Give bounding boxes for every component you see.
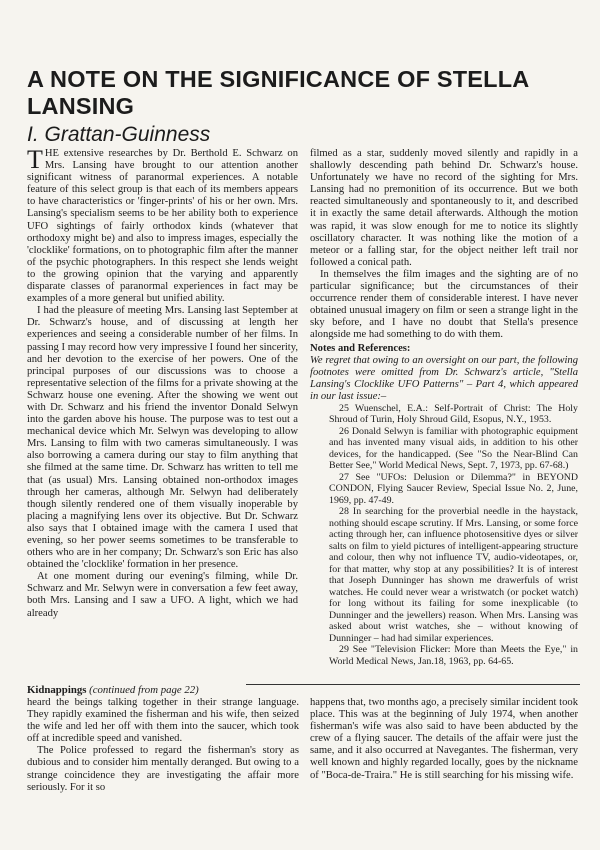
note-item: 25 Wuenschel, E.A.: Self-Portrait of Christ: The Holy Shroud of Turin, Holy Shroud Gild, Esopus, N.Y., 1953. [329,402,578,426]
body-paragraph: In themselves the film images and the sighting are of no particular significance; but the circumstances of their occurrence render them of considerable interest. I have never obtained unusual imagery on film or seen a strange light in the sky before, and I have no doubt that Stella's presence alongside me had something to do with them. [310,268,578,341]
left-column [27,145,298,620]
continuation-paragraph: The Police professed to regard the fisherman's story as dubious and to consider him mentally deranged. But owing to a strange coincidence they are investigating the affair more seriously. For it so [27,745,299,793]
right-column [310,148,578,667]
continuation-paragraph: heard the beings talking together in their strange language. They rapidly examined the fisherman and his wife, then seized the wife and led her off with them into the saucer, which took off at incredible speed and vanished. [27,697,299,745]
note-item: 29 See "Television Flicker: More than Meets the Eye," in World Medical News, Jan.18, 1963, pp. 64-65. [329,644,578,667]
note-item: 28 In searching for the proverbial needle in the haystack, nothing should escape scrutiny. If Mrs. Lansing, or some force acting through her, can influence photosensitive dyes or silver salts on film to yield pictures of intelligent-appearing structure and colour, then why not influence TV, audio-videotapes, or, for that matter, why stop at any possibilities? It is of interest that Joseph Dunninger has shown me drawerfuls of wrist watches. He could never wear a wristwatch (or pocket watch) for long without its failing for some inexplicable (to Dunninger and the jewellers) reason. When Mrs. Lansing was asked about wrist watches, she – without knowing of Dunninger – had had similar experiences. [329,506,578,644]
article-author: I. Grattan-Guinness [27,123,211,146]
body-paragraph: At one moment during our evening's filming, while Dr. Schwarz and Mr. Selwyn were in conversation a few feet away, both Mrs. Lansing and I saw a UFO. A light, which we had already [27,571,298,619]
continuation-heading: Kidnappings (continued from page 22) [27,684,199,696]
section-divider [246,684,580,685]
notes-intro: We regret that owing to an oversight on our part, the following footnotes were omitted from Dr. Schwarz's article, "Stella Lansing's Clocklike UFO Patterns" – Part 4, which appeared in our last issue:– [310,354,578,402]
drop-cap: T [27,145,43,174]
body-paragraph: filmed as a star, suddenly moved silently and rapidly in a shallowly descending path behind Dr. Schwarz's house. Unfortunately we have no record of the sighting for Mrs. Lansing had no premonition of its occurrence. But we both reacted simultaneously and spontaneously to it, and described it in exactly the same detail afterwards. Although the motion was rapid, it was slow enough for me to notice its slightly oscillatory character. It was nothing like the motion of a meteor or a falling star, for the object neither left trail nor followed a conical path. [310,148,578,268]
continuation-paragraph: happens that, two months ago, a precisely similar incident took place. This was at the beginning of July 1974, when another fisherman's wife was also said to have been abducted by the crew of a flying saucer. The details of the affair were just the same, and it also occurred at Navegantes. The fisherman, very well known and highly regarded locally, goes by the nickname of "Boca-de-Traira." He is still searching for his missing wife. [310,697,578,781]
note-item: 26 Donald Selwyn is familiar with photographic equipment and has invented many visual aids, in addition to his other devices, for the handicapped. (See "So the Near-Blind Can Better See," World Medical News, Sept. 7, 1973, pp. 67-68.) [329,425,578,472]
continuation-left-column [27,697,299,794]
continuation-subheading: (continued from page 22) [89,684,199,696]
body-paragraph: I had the pleasure of meeting Mrs. Lansing last September at Dr. Schwarz's house, and of discussing at length her experiences and seeing a considerable number of her films. In passing I may record how very impressive I found her sincerity, and her devotion to the exercise of her powers. One of the principal purposes of our discussions was to choose a representative selection of the films for a private showing at the Schwarz house one evening. After the showing we went out with Dr. Schwarz and his friend the inventor Donald Selwyn into the garden above his house. The purpose was to test out a mechanical device which Mr. Selwyn was developing to allow Mrs. Lansing to film with two cameras simultaneously. I was also borrowing a camera during our stay to film anything that she filmed at the same time. Dr. Schwarz has written to tell me that (as usual) Mrs. Lansing obtained non-orthodox images through her cameras, although Mr. Selwyn had deliberately though silently rendered one of them visually inoperable by placing a magnifying lens over its objective. But Dr. Schwarz also says that I obtained image with the camera I used that evening, so her power seems sometimes to be transferable to others who are in her company; Dr. Schwarz's son Eric has also obtained the 'clocklike' formation in her presence. [27,305,298,571]
article-title: A NOTE ON THE SIGNIFICANCE OF STELLA LANSING [27,66,529,119]
body-paragraph: THE extensive researches by Dr. Berthold E. Schwarz on Mrs. Lansing have brought to our attention another significant witness of paranormal experiences. A notable feature of this select group is that each of its members appears to have characteristics or 'finger-prints' of his or her own. Mrs. Lansing's specialism seems to be her ability both to experience UFO sightings of fairly orthodox kinds (whatever that orthodoxy might be) and also to impress images, especially the 'clocklike' formations, on to photographic film after the manner of the psychic photographers. In this respect she lends weight to the growing opinion that the varying and apparently disparate classes of paranormal experiences in fact may be examples of a more general but unified ability. [27,145,298,305]
notes-heading: Notes and References: [310,342,411,354]
continuation-right-column [310,697,578,782]
note-item: 27 See "UFOs: Delusion or Dilemma?" in BEYOND CONDON, Flying Saucer Review, Special Issue No. 2, June, 1969, pp. 47-49. [329,471,578,506]
